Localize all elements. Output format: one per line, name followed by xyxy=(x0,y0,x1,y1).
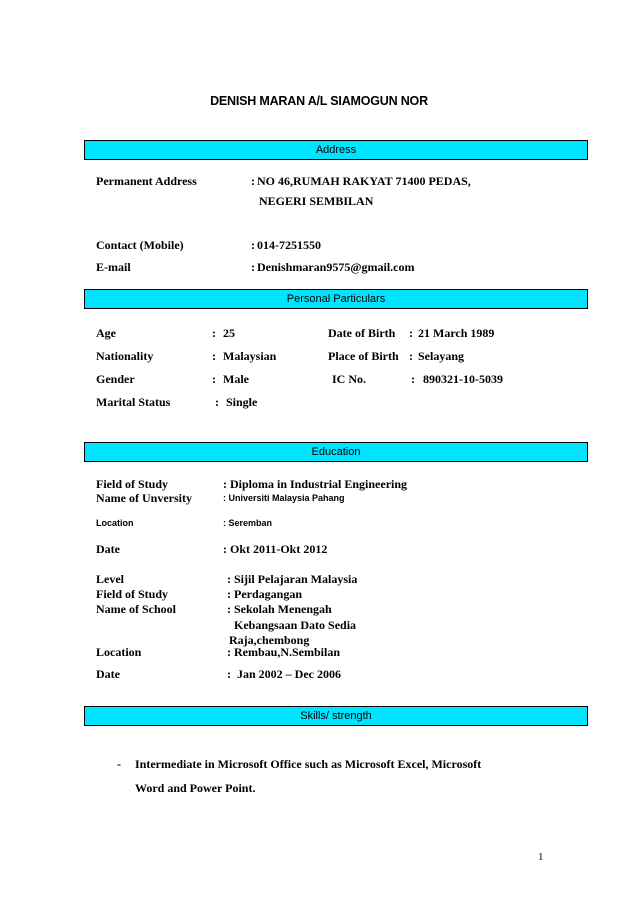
permanent-address-value-line1: NO 46,RUMAH RAKYAT 71400 PEDAS, xyxy=(257,174,471,188)
edu1-location-label: Location xyxy=(96,518,134,528)
skills-line1: Intermediate in Microsoft Office such as Microsoft Excel, Microsoft xyxy=(135,757,482,771)
marital-value: Single xyxy=(226,395,258,409)
colon: : xyxy=(212,372,216,386)
edu2-school-label: Name of School xyxy=(96,602,176,616)
email-value: Denishmaran9575@gmail.com xyxy=(257,260,415,274)
ic-label: IC No. xyxy=(332,372,367,386)
age-value: 25 xyxy=(223,326,235,340)
dob-label: Date of Birth xyxy=(328,326,396,340)
edu2-date-label: Date xyxy=(96,667,120,681)
section-title-personal: Personal Particulars xyxy=(286,293,386,305)
colon: : xyxy=(212,349,216,363)
age-label: Age xyxy=(96,326,116,340)
colon: : xyxy=(251,260,255,274)
contact-label: Contact (Mobile) xyxy=(96,238,184,252)
email-label: E-mail xyxy=(96,260,131,274)
edu2-location-label: Location xyxy=(96,645,142,659)
edu2-date-value: Jan 2002 – Dec 2006 xyxy=(237,667,341,681)
colon: : xyxy=(411,372,415,386)
section-bar-skills xyxy=(84,706,588,726)
section-title-skills: Skills/ strength xyxy=(300,710,372,722)
permanent-address-value-line2: NEGERI SEMBILAN xyxy=(259,194,374,208)
colon: : xyxy=(212,326,216,340)
edu1-field-value: : Diploma in Industrial Engineering xyxy=(223,477,408,491)
edu2-school-value-line1: : Sekolah Menengah xyxy=(227,602,332,616)
skills-bullet: - xyxy=(117,757,121,771)
page-number: 1 xyxy=(538,851,544,863)
nationality-value: Malaysian xyxy=(223,349,277,363)
edu2-school-value-line3: Raja,chembong xyxy=(229,633,310,647)
edu1-location-value: : Seremban xyxy=(223,518,273,528)
edu1-university-value: : Universiti Malaysia Pahang xyxy=(223,493,345,503)
marital-label: Marital Status xyxy=(96,395,171,409)
edu2-level-value: : Sijil Pelajaran Malaysia xyxy=(227,572,358,586)
edu2-level-label: Level xyxy=(96,572,124,586)
pob-value: Selayang xyxy=(418,349,465,363)
edu2-school-value-line2: Kebangsaan Dato Sedia xyxy=(234,618,357,632)
candidate-name: DENISH MARAN A/L SIAMOGUN NOR xyxy=(210,94,428,108)
edu2-field-value: : Perdagangan xyxy=(227,587,302,601)
edu1-date-label: Date xyxy=(96,542,120,556)
dob-value: 21 March 1989 xyxy=(418,326,495,340)
contact-value: 014-7251550 xyxy=(257,238,321,252)
section-bar-education xyxy=(84,442,588,462)
nationality-label: Nationality xyxy=(96,349,154,363)
permanent-address-label: Permanent Address xyxy=(96,174,197,188)
section-title-address: Address xyxy=(315,144,357,156)
gender-value: Male xyxy=(223,372,249,386)
edu1-university-label: Name of Unversity xyxy=(96,491,192,505)
edu2-field-label: Field of Study xyxy=(96,587,169,601)
edu1-field-label: Field of Study xyxy=(96,477,169,491)
ic-value: 890321-10-5039 xyxy=(423,372,503,386)
colon: : xyxy=(215,395,219,409)
edu2-location-value: : Rembau,N.Sembilan xyxy=(227,645,341,659)
pob-label: Place of Birth xyxy=(328,349,399,363)
colon: : xyxy=(409,326,413,340)
section-bar-address xyxy=(84,140,588,160)
section-bar-personal xyxy=(84,289,588,309)
colon: : xyxy=(227,667,231,681)
gender-label: Gender xyxy=(96,372,135,386)
colon: : xyxy=(251,238,255,252)
skills-line2: Word and Power Point. xyxy=(135,781,256,795)
edu1-date-value: : Okt 2011-Okt 2012 xyxy=(223,542,328,556)
colon: : xyxy=(409,349,413,363)
colon: : xyxy=(251,174,255,188)
section-title-education: Education xyxy=(311,446,361,458)
